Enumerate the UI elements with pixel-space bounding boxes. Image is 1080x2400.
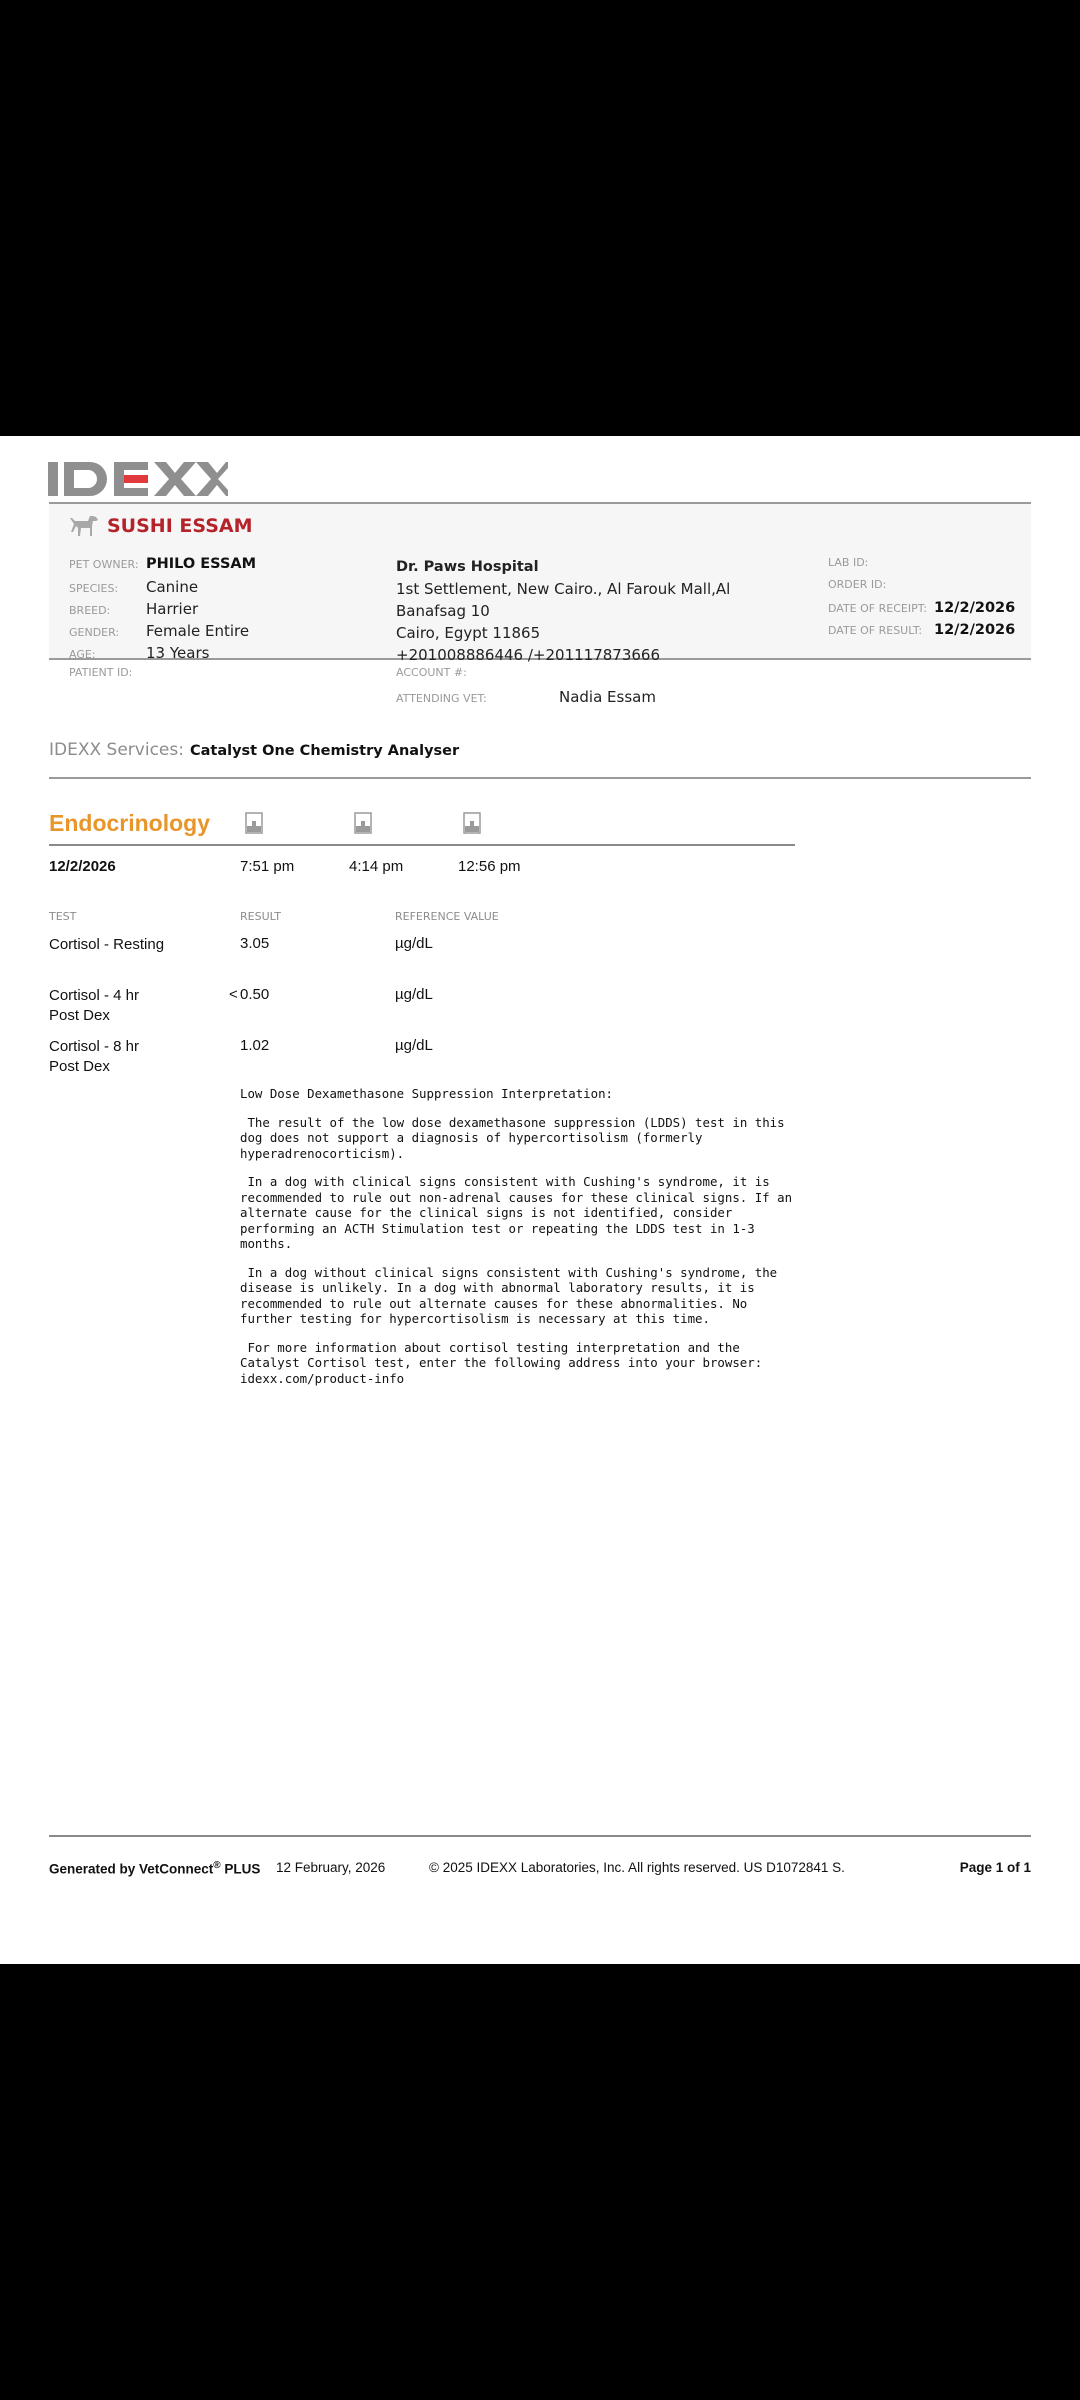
result-date-label: DATE OF RESULT: xyxy=(828,624,923,637)
dog-icon xyxy=(69,514,99,538)
services-line xyxy=(49,740,459,760)
hospital-phone: +201008886446 /+201117873666 xyxy=(396,646,661,664)
test-unit: µg/dL xyxy=(395,986,433,1003)
report-page xyxy=(0,436,1080,1964)
sample-time-3: 12:56 pm xyxy=(458,858,521,875)
section-divider xyxy=(49,844,795,846)
services-value: Catalyst One Chemistry Analyser xyxy=(189,743,460,759)
hospital-address-line-2: Banafsag 10 xyxy=(396,602,490,620)
species-label: SPECIES: xyxy=(69,582,119,595)
hospital-name: Dr. Paws Hospital xyxy=(396,559,539,575)
order-id-label: ORDER ID: xyxy=(828,578,887,591)
interpretation-comment xyxy=(240,1086,840,1399)
column-header-reference: REFERENCE VALUE xyxy=(395,910,499,923)
interpretation-paragraph: For more information about cortisol testing interpretation and the Catalyst Cortisol test, enter the following address into your browser: idexx.com/product-info xyxy=(240,1339,763,1386)
test-result: 3.05 xyxy=(240,935,270,952)
patient-id-label: PATIENT ID: xyxy=(69,666,133,679)
generated-by xyxy=(49,1860,260,1877)
test-name: Cortisol - 8 hr Post Dex xyxy=(49,1038,140,1075)
services-label: IDEXX Services: xyxy=(49,740,184,760)
footer-divider xyxy=(49,1835,1031,1837)
sample-time-2: 4:14 pm xyxy=(349,858,404,875)
lab-column xyxy=(828,556,1015,644)
sample-tube-icon xyxy=(354,812,372,834)
owner-label: PET OWNER: xyxy=(69,558,139,571)
services-divider xyxy=(49,777,1031,779)
attending-vet-label: ATTENDING VET: xyxy=(396,692,487,705)
interpretation-heading: Low Dose Dexamethasone Suppression Interpretation: xyxy=(240,1086,613,1101)
sample-tube-icon xyxy=(245,812,263,834)
vetconnect-plus: PLUS xyxy=(220,1861,261,1877)
attending-vet-value: Nadia Essam xyxy=(559,688,656,706)
sample-tube-icon xyxy=(463,812,481,834)
column-header-test: TEST xyxy=(49,910,77,923)
test-unit: µg/dL xyxy=(395,935,433,952)
idexx-logo xyxy=(48,462,228,496)
copyright: © 2025 IDEXX Laboratories, Inc. All rights reserved. US D1072841 S. xyxy=(429,1860,845,1875)
age-label: AGE: xyxy=(69,648,96,661)
section-title: Endocrinology xyxy=(49,810,210,836)
sample-time-1: 7:51 pm xyxy=(240,858,295,875)
generated-date: 12 February, 2026 xyxy=(276,1860,386,1875)
receipt-date-label: DATE OF RECEIPT: xyxy=(828,602,927,615)
hospital-column xyxy=(396,556,730,710)
result-date: 12/2/2026 xyxy=(49,858,116,875)
lab-id-label: LAB ID: xyxy=(828,556,869,569)
patient-info-panel xyxy=(49,504,1031,706)
pet-name-row xyxy=(69,514,253,538)
interpretation-paragraph: In a dog without clinical signs consistent with Cushing's syndrome, the disease is unlikely. In a dog with abnormal laboratory results, it is recommended to rule out alternate causes for these abnormalities. No further testing for hypercortisolism is necessary at this time. xyxy=(240,1264,778,1326)
owner-value: PHILO ESSAM xyxy=(146,556,257,572)
breed-value: Harrier xyxy=(146,600,199,618)
generated-by-text: Generated by VetConnect xyxy=(49,1861,214,1877)
pet-name: SUSHI ESSAM xyxy=(107,515,253,537)
interpretation-paragraph: The result of the low dose dexamethasone suppression (LDDS) test in this dog does not support a diagnosis of hypercortisolism (formerly hyperadrenocorticism). xyxy=(240,1114,785,1161)
age-value: 13 Years xyxy=(146,644,210,662)
owner-column xyxy=(69,556,256,688)
test-result: 0.50 xyxy=(240,986,270,1003)
test-name: Cortisol - Resting xyxy=(49,936,165,953)
page-number: Page 1 of 1 xyxy=(959,1860,1031,1875)
breed-label: BREED: xyxy=(69,604,111,617)
column-header-result: RESULT xyxy=(240,910,281,923)
interpretation-paragraph: In a dog with clinical signs consistent with Cushing's syndrome, it is recommended to rule out non-adrenal causes for these clinical signs. If an alternate cause for the clinical signs is not identified, consider performing an ACTH Stimulation test or repeating the LDDS test in 1-3 months. xyxy=(240,1174,793,1251)
registered-mark: ® xyxy=(213,1860,221,1871)
result-date-value: 12/2/2026 xyxy=(934,622,1016,638)
account-label: ACCOUNT #: xyxy=(396,666,467,679)
hospital-address-line-3: Cairo, Egypt 11865 xyxy=(396,624,541,642)
hospital-address-line-1: 1st Settlement, New Cairo., Al Farouk Mall,Al xyxy=(396,580,731,598)
gender-label: GENDER: xyxy=(69,626,120,639)
receipt-date-value: 12/2/2026 xyxy=(934,600,1016,616)
test-unit: µg/dL xyxy=(395,1037,433,1054)
test-name: Cortisol - 4 hr Post Dex xyxy=(49,987,140,1024)
test-result: 1.02 xyxy=(240,1037,270,1054)
species-value: Canine xyxy=(146,578,199,596)
result-flag: < xyxy=(229,986,238,1003)
gender-value: Female Entire xyxy=(146,622,250,640)
